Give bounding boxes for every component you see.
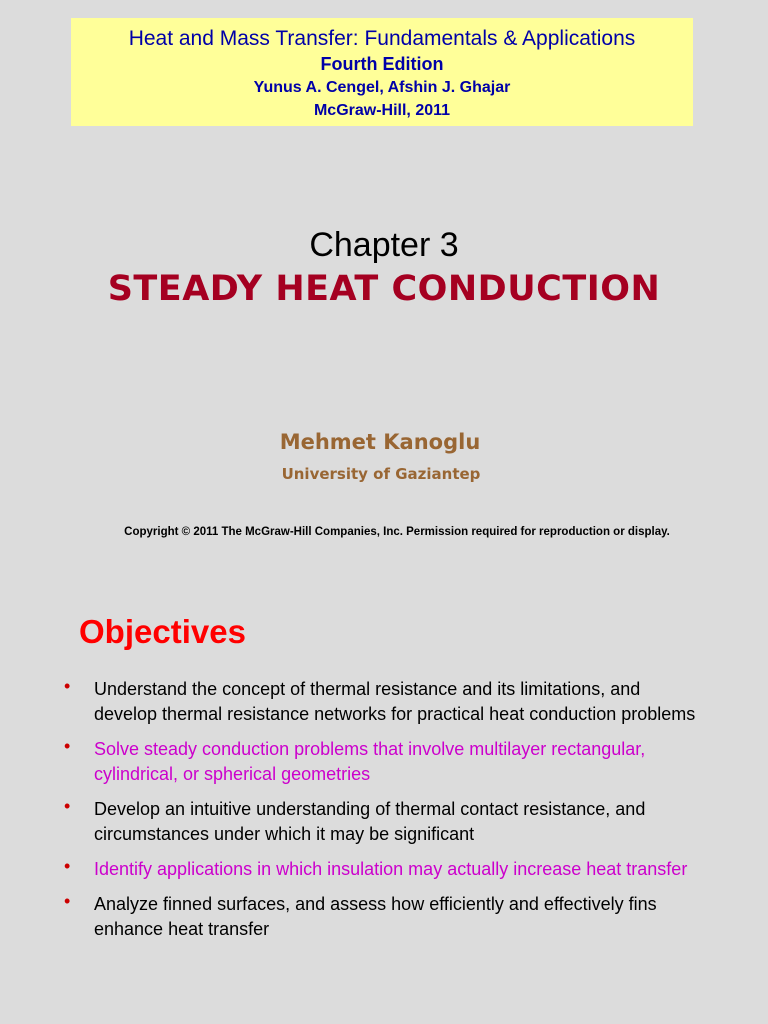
author-affiliation: University of Gaziantep [281, 465, 481, 483]
list-item [64, 892, 704, 942]
author-name: Mehmet Kanoglu [279, 430, 481, 454]
objectives-slide [0, 590, 768, 1024]
book-authors: Yunus A. Cengel, Afshin J. Ghajar [253, 79, 511, 96]
bullet-icon: • [64, 856, 71, 876]
copyright-notice: Copyright © 2011 The McGraw-Hill Companies, Inc. Permission required for reproduction or display. [124, 526, 670, 538]
objective-text: Develop an intuitive understanding of thermal contact resistance, and circumstances under which it may be significant [94, 799, 646, 844]
book-publisher: McGraw-Hill, 2011 [313, 102, 451, 119]
list-item [64, 797, 704, 847]
bullet-icon: • [64, 891, 71, 911]
chapter-title: STEADY HEAT CONDUCTION [107, 269, 661, 309]
list-item [64, 677, 704, 727]
book-edition: Fourth Edition [320, 54, 444, 74]
objectives-list [64, 677, 704, 952]
bullet-icon: • [64, 796, 71, 816]
chapter-number: Chapter 3 [309, 226, 459, 264]
book-title: Heat and Mass Transfer: Fundamentals & Applications [128, 27, 636, 50]
bullet-icon: • [64, 736, 71, 756]
objective-text: Understand the concept of thermal resistance and its limitations, and develop thermal resistance networks for practical heat conduction problems [94, 679, 696, 724]
objective-text: Identify applications in which insulation may actually increase heat transfer [94, 859, 688, 879]
objective-text: Solve steady conduction problems that involve multilayer rectangular, cylindrical, or spherical geometries [94, 739, 646, 784]
objectives-heading: Objectives [79, 613, 246, 650]
objective-text: Analyze finned surfaces, and assess how efficiently and effectively fins enhance heat transfer [94, 894, 657, 939]
list-item [64, 737, 704, 787]
book-info-box [71, 18, 693, 126]
list-item [64, 857, 704, 882]
bullet-icon: • [64, 676, 71, 696]
